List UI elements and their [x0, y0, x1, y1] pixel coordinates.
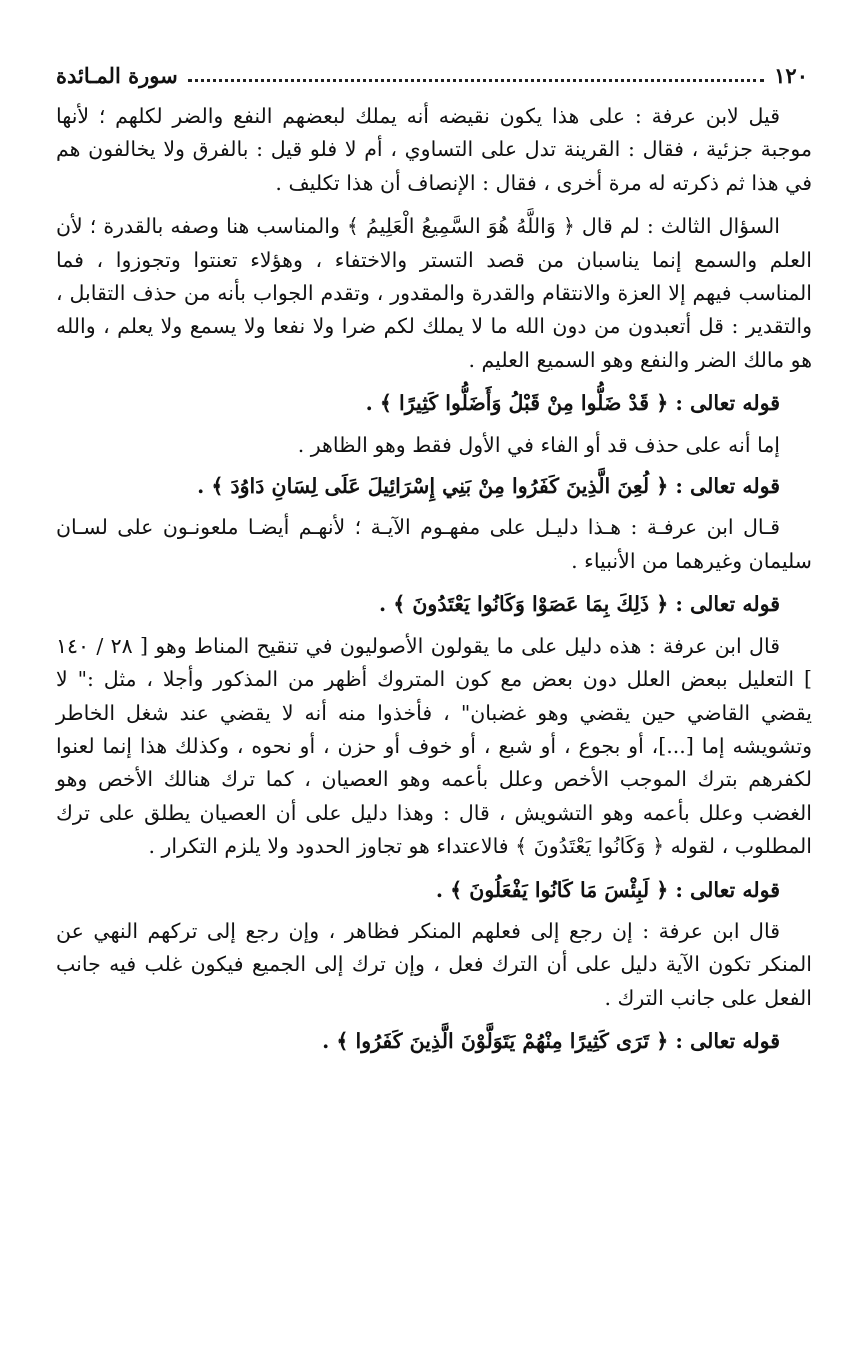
- paragraph-ibn-arafa-objection: قيل لابن عرفة : على هذا يكون نقيضه أنه يملك لبعضهم النفع والضر لكلهم ؛ لأنها موجبة جزئية ، فقال : القرينة تدل على التساوي ، أم لا فلو قيل : بالفرق ولا يخالفون هم في هذا ثم ذكرته له مرة أخرى ، فقال : الإنصاف أن هذا تكليف .: [56, 104, 812, 195]
- verse-quote-labisa: قوله تعالى : ﴿ لَبِئْسَ مَا كَانُوا يَفْعَلُونَ ﴾ .: [435, 877, 780, 902]
- verse-quote-tara-kathiran: قوله تعالى : ﴿ تَرَى كَثِيرًا مِنْهُمْ يَتَوَلَّوْنَ الَّذِينَ كَفَرُوا ﴾ .: [322, 1029, 780, 1054]
- page-number: ١٢٠: [774, 62, 808, 88]
- paragraph-hadhf-qad: إما أنه على حذف قد أو الفاء في الأول فقط وهو الظاهر .: [297, 432, 780, 457]
- verse-quote-dhalika: قوله تعالى : ﴿ ذَلِكَ بِمَا عَصَوْا وَكَانُوا يَعْتَدُونَ ﴾ .: [378, 592, 780, 617]
- paragraph-mafhum-al-aya: قـال ابن عرفـة : هـذا دليـل على مفهـوم الآيـة ؛ لأنهـم أيضـا ملعونـون على لسـان سليمان وغيرهما من الأنبياء .: [56, 515, 812, 573]
- dotted-leader: [188, 79, 764, 82]
- paragraph-fil-al-munkar: قال ابن عرفة : إن رجع إلى فعلهم المنكر فظاهر ، وإن رجع إلى تركهم النهي عن المنكر تكون الآية دليل على أن الترك فعل ، وإن ترك إلى الجميع فيكون غلب فيه جانب الفعل على جانب الترك .: [56, 918, 812, 1010]
- verse-quote-qad-dallu: قوله تعالى : ﴿ قَدْ ضَلُّوا مِنْ قَبْلُ وَأَضَلُّوا كَثِيرًا ﴾ .: [365, 391, 780, 416]
- verse-quote-luina: قوله تعالى : ﴿ لُعِنَ الَّذِينَ كَفَرُوا مِنْ بَنِي إِسْرَائِيلَ عَلَى لِسَانِ دَاوُدَ ﴾ .: [197, 474, 780, 499]
- paragraph-tanqih-al-manat: قال ابن عرفة : هذه دليل على ما يقولون الأصوليون في تنقيح المناط وهو [ ٢٨ / ١٤٠ ] التعليل ببعض العلل دون بعض مع كون المتروك أظهر من المذكور وأجلا ، مثل :" لا يقضي القاضي حين يقضي وهو غضبان" ، فأخذوا منه أنه لا يقضي عند شغل الخاطر وتشويشه إما [...]، أو بجوع ، أو شبع ، أو خوف أو حزن ، أو نحوه ، وكذلك هذا إنما لعنوا لكفرهم بترك الموجب الأخص وعلل بأعمه وهو العصيان ، كما ترك هنالك الأخص وهو الغضب وعلل بأعمه وهو التشويش ، قال : وهذا دليل على أن العصيان يطلق على ترك المطلوب ، لقوله ﴿ وَكَانُوا يَعْتَدُونَ ﴾ فالاعتداء هو تجاوز الحدود ولا يلزم التكرار .: [56, 633, 812, 859]
- paragraph-third-question: السؤال الثالث : لم قال ﴿ وَاللَّهُ هُوَ السَّمِيعُ الْعَلِيمُ ﴾ والمناسب هنا وصفه بالقدرة ؛ لأن العلم والسمع إنما يناسبان من قصد التستر والاختفاء ، وهؤلاء تعنتوا وتجوزوا ، فما المناسب فيهم إلا العزة والانتقام والقدرة والمقدور ، وتقدم الجواب بأنه من حذف التقابل ، والتقدير : قل أتعبدون من دون الله ما لا يملك لكم ضرا ولا نفعا ولا يسمع ولا يعلم ، والله هو مالك الضر والنفع وهو السميع العليم .: [56, 214, 812, 372]
- surah-title: سورة المـائدة: [56, 62, 178, 88]
- page-body: [56, 100, 812, 1067]
- page-header: [56, 58, 808, 92]
